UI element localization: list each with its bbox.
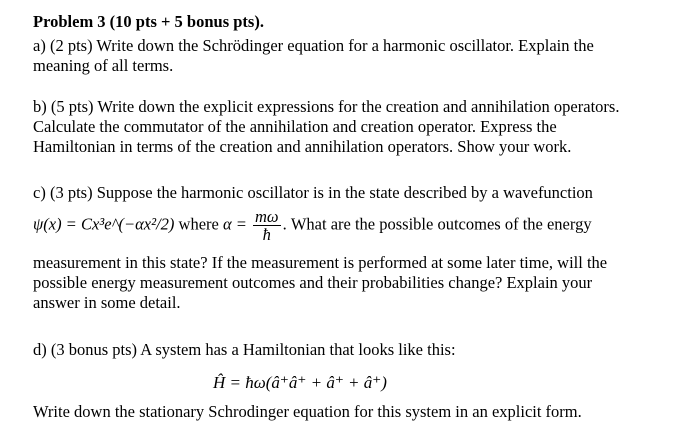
part-c-line-2-rest: . What are the possible outcomes of the energy (282, 214, 592, 234)
part-a-line-2: meaning of all terms. (33, 56, 174, 75)
problem-title: Problem 3 (10 pts + 5 bonus pts). (33, 12, 264, 31)
fraction-denominator: ħ (262, 225, 271, 244)
part-b-line-2: Calculate the commutator of the annihilation and creation operator. Express the (33, 117, 557, 136)
alpha-symbol: α = (222, 214, 247, 234)
part-c-line-2 (33, 208, 592, 243)
wavefunction-expression: ψ(x) = Cx³e^(−αx²/2) (33, 214, 175, 234)
where-text: where (174, 214, 223, 234)
part-d-line-1: d) (3 bonus pts) A system has a Hamiltonian that looks like this: (33, 340, 456, 359)
part-c-line-1: c) (3 pts) Suppose the harmonic oscillator is in the state described by a wavefunction (33, 183, 593, 202)
part-b-line-3: Hamiltonian in terms of the creation and annihilation operators. Show your work. (33, 137, 572, 156)
part-a-line-1: a) (2 pts) Write down the Schrödinger equation for a harmonic oscillator. Explain the (33, 36, 594, 55)
hamiltonian-equation: Ĥ = ħω(â⁺â⁺ + â⁺ + â⁺) (213, 373, 387, 392)
alpha-fraction (253, 208, 281, 243)
part-b-line-1: b) (5 pts) Write down the explicit expressions for the creation and annihilation operators. (33, 97, 620, 116)
part-d-line-2: Write down the stationary Schrodinger equation for this system in an explicit form. (33, 402, 582, 421)
part-c-line-5: answer in some detail. (33, 293, 181, 312)
fraction-numerator: mω (255, 207, 279, 226)
part-c-line-4: possible energy measurement outcomes and their probabilities change? Explain your (33, 273, 593, 292)
part-c-line-3: measurement in this state? If the measurement is performed at some later time, will the (33, 253, 608, 272)
